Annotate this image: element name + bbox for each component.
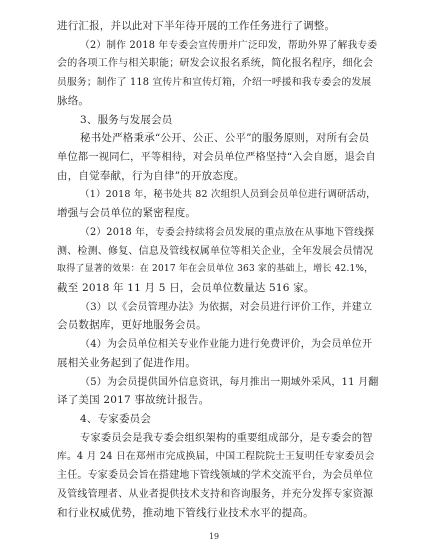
text-line: 进行汇报，并以此对下半年待开展的工作任务进行了调整。 xyxy=(57,20,336,32)
text-line: （3）以《会员管理办法》为依据，对会员进行评价工作，并建立 xyxy=(80,301,373,313)
text-line: 译了美国 2017 事故统计报告。 xyxy=(57,394,210,407)
text-line: 库。4 月 24 日在郑州市完成换届，中国工程院院士王复明任专家委员会 xyxy=(57,451,375,463)
text-line: 员服务；制作了 118 宣传片和宣传灯箱，介绍一呼援和我专委会的发展 xyxy=(57,77,372,89)
text-line: 专家委员会是我专委会组织架构的重要组成部分，是专委会的智 xyxy=(80,431,373,444)
text-line: 展相关业务起到了促进作用。 xyxy=(57,356,197,369)
text-line: （1）2018 年，秘书处共 82 次组织人员到会员单位进行调研活动， xyxy=(80,189,376,201)
text-line: 单位都一视同仁，平等相待，对会员单位严格坚持“入会自愿，退会自 xyxy=(57,151,376,163)
page-number: 19 xyxy=(208,532,220,541)
section-heading: 4、专家委员会 xyxy=(80,413,152,425)
text-line: 取得了显著的效果：在 2017 年在会员单位 363 家的基础上，增长 42.1%， xyxy=(57,264,374,275)
text-line: （2）2018 年，专委会持续将会员发展的重点放在从事地下管线探 xyxy=(80,226,375,238)
text-line: （5）为会员提供国外信息资讯，每月推出一期域外采风，11 月翻 xyxy=(80,376,379,388)
text-line: 秘书处严格秉承“公开、公正、公平”的服务原则，对所有会员 xyxy=(80,132,370,145)
text-line: 截至 2018 年 11 月 5 日，会员单位数量达 516 家。 xyxy=(57,282,315,294)
section-heading: 3、服务与发展会员 xyxy=(80,113,173,126)
text-line: 及管线管理者、从业者提供技术支持和咨询服务，并充分发挥专家资源 xyxy=(57,488,374,500)
text-line: 主任。专家委员会旨在搭建地下管线领域的学术交流平台，为会员单位 xyxy=(57,470,374,482)
text-line: （2）制作 2018 年专委会宣传册并广泛印发，帮助外界了解我专委 xyxy=(80,39,378,51)
text-line: （4）为会员单位相关专业作业能力进行免费评价，为会员单位开 xyxy=(80,339,373,351)
text-line: 会员数据库，更好地服务会员。 xyxy=(57,319,207,332)
text-line: 和行业权威优势，推动地下管线行业技术水平的提高。 xyxy=(57,506,314,519)
text-line: 增强与会员单位的紧密程度。 xyxy=(57,207,197,220)
text-line: 由，自觉奉献，行为自律”的开放态度。 xyxy=(57,169,245,182)
text-line: 测、检测、修复、信息及管线权属单位等相关企业，全年发展会员情况 xyxy=(57,245,374,257)
text-line: 脉络。 xyxy=(57,94,90,107)
text-line: 会的各项工作与相关职能；研发会议报名系统，简化报名程序，细化会 xyxy=(57,58,374,70)
